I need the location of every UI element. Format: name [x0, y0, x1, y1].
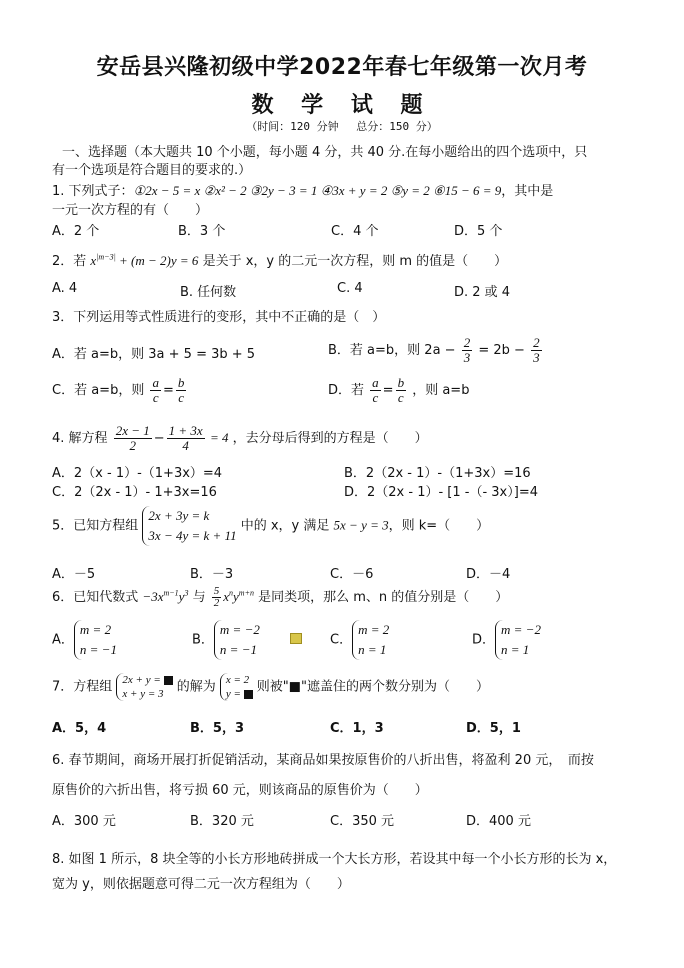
- q3-option-d-suffix: ，则 a=b: [412, 383, 470, 398]
- q4-option-c: C．2（2x - 1）- 1+3x=16: [52, 485, 217, 500]
- q3-option-b-prefix: B．若 a=b，则 2a −: [328, 343, 456, 358]
- q5-option-a: A．－5: [52, 567, 96, 582]
- q5-system: 2x + 3y = k 3x − 4y = k + 11: [142, 506, 236, 546]
- q1-option-a: A．2 个: [52, 224, 100, 239]
- q6a-option-d: D． m = −2 n = 1: [472, 620, 541, 660]
- q4-option-a: A．2（x - 1）-（1+3x）=4: [52, 466, 223, 481]
- q7-mid: 的解为: [176, 679, 216, 695]
- q4-suffix: ，去分母后得到的方程是（ ）: [232, 431, 428, 446]
- q8-line2: 宽为 y，则依据题意可得二元一次方程组为（ ）: [52, 877, 350, 892]
- q8-line1: 8. 如图 1 所示，8 块全等的小长方形地砖拼成一个大长方形，若设其中每一个小长方形的长为 x，: [52, 852, 617, 867]
- q6b-option-b: B．320 元: [190, 814, 254, 829]
- q6a-prefix: 6．已知代数式: [52, 590, 139, 605]
- q2-option-c: C. 4: [337, 281, 363, 296]
- q7-prefix: 7．方程组: [52, 679, 113, 695]
- q5-mid: 中的 x，y 满足: [240, 518, 330, 534]
- q7-option-b: B．5，3: [190, 721, 244, 736]
- hidden-value-square-icon-2: [244, 690, 253, 699]
- q4-prefix: 4. 解方程: [52, 431, 108, 446]
- q1-option-c: C．4 个: [331, 224, 379, 239]
- hidden-value-square-icon: [164, 676, 173, 685]
- q3-stem: 3．下列运用等式性质进行的变形，其中不正确的是（ ）: [52, 310, 386, 325]
- exam-info: （时间：120 分钟 总分：150 分）: [246, 120, 438, 133]
- q2-option-b: B. 任何数: [180, 285, 237, 300]
- q3-option-a: A．若 a=b，则 3a + 5 = 3b + 5: [52, 347, 256, 362]
- exam-subject: 数 学 试 题: [251, 93, 433, 118]
- q6a-mid: 与: [192, 590, 206, 605]
- q7-system: 2x + y = x + y = 3: [116, 673, 172, 701]
- q6b-option-d: D．400 元: [466, 814, 531, 829]
- q5-prefix: 5．已知方程组: [52, 518, 139, 534]
- section-instructions-line1: 一、选择题（本大题共 10 个小题，每小题 4 分，共 40 分.在每小题给出的四个选项中，只: [62, 145, 588, 160]
- q1-prefix: 1. 下列式子：: [52, 184, 134, 199]
- q3-option-d: D．若 $\frac{a}{c}$ = $\frac{b}{c}$ ，则 a=b: [328, 375, 470, 405]
- exam-title: 安岳县兴隆初级中学2022年春七年级第一次月考: [96, 55, 588, 80]
- q5-option-d: D．－4: [466, 567, 511, 582]
- q5-option-c: C．－6: [330, 567, 374, 582]
- q5-condition: 5x − y = 3: [333, 517, 389, 533]
- q6a-option-c: C． m = 2 n = 1: [330, 620, 389, 660]
- q1-option-b: B．3 个: [178, 224, 226, 239]
- q1-suffix: ，其中是: [501, 184, 554, 199]
- q7-stem: [52, 673, 489, 701]
- q7-suffix: 则被"■"遮盖住的两个数分别为（ ）: [256, 679, 490, 695]
- q5-option-b: B．－3: [190, 567, 234, 582]
- q3-option-c: C．若 a=b，则 $\frac{a}{c}$ = $\frac{b}{c}$: [52, 375, 185, 405]
- q3-option-d-prefix: D．若: [328, 383, 365, 398]
- q1-expressions: ①2x − 5 = x ②x² − 2 ③2y − 3 = 1 ④3x + y = 2 ⑤y = 2 ⑥15 − 6 = 9: [133, 183, 502, 198]
- q2-equation: $x^{|m-3|} + (m - 2)y = 6$: [90, 252, 199, 268]
- stray-mark-icon: [290, 633, 302, 644]
- q4-option-b: B．2（2x - 1）-（1+3x）=16: [344, 466, 531, 481]
- q7-option-a: A．5，4: [52, 721, 107, 736]
- q2-stem: [52, 250, 507, 269]
- q1-option-d: D．5 个: [454, 224, 503, 239]
- q7-solution: x = 2 y =: [220, 673, 253, 701]
- q3-option-c-prefix: C．若 a=b，则: [52, 383, 145, 398]
- q5-suffix: ，则 k=（ ）: [388, 518, 490, 534]
- q6a-option-a: A． m = 2 n = −1: [52, 620, 117, 660]
- q5-stem: [52, 506, 489, 546]
- q6b-line1: 6. 春节期间，商场开展打折促销活动，某商品如果按原售价的八折出售，将盈利 20 元， 而按: [52, 753, 594, 768]
- q6b-option-a: A．300 元: [52, 814, 116, 829]
- q6b-line2: 原售价的六折出售，将亏损 60 元，则该商品的原售价为（ ）: [52, 783, 428, 798]
- q6b-option-c: C．350 元: [330, 814, 395, 829]
- q2-suffix: 是关于 x，y 的二元一次方程，则 m 的值是（ ）: [202, 254, 508, 269]
- section-instructions-line2: 有一个选项是符合题目的要求的.）: [52, 163, 252, 178]
- q2-prefix: 2．若: [52, 254, 87, 269]
- q2-option-d: D. 2 或 4: [454, 285, 511, 300]
- q3-option-b-mid: = 2b −: [478, 343, 525, 358]
- q2-option-a: A. 4: [52, 281, 78, 296]
- q3-option-b: B．若 a=b，则 2a − $\frac{2}{3}$ = 2b − $\frac{2}{3}$: [328, 335, 540, 365]
- q7-option-d: D．5，1: [466, 721, 521, 736]
- q1-stem-line2: 一元一次方程的有（ ）: [52, 203, 209, 218]
- q4-option-d: D．2（2x - 1）- [1 -（- 3x）]=4: [344, 485, 538, 500]
- q7-option-c: C．1，3: [330, 721, 384, 736]
- q1-stem: [52, 180, 553, 199]
- q6a-suffix: 是同类项，那么 m、n 的值分别是（ ）: [258, 590, 509, 605]
- q4-stem: 4. 解方程 $\frac{2x - 1}{2}$ − $\frac{1 + 3x}{4}$ = 4 ，去分母后得到的方程是（ ）: [52, 423, 428, 453]
- q6a-option-b: B． m = −2 n = −1: [192, 620, 260, 660]
- q6a-stem: 6．已知代数式 $-3x^{m-1}y^3$ 与 $\frac{5}{2}$ $x^ny^{m+n}$ 是同类项，那么 m、n 的值分别是（ ）: [52, 585, 509, 609]
